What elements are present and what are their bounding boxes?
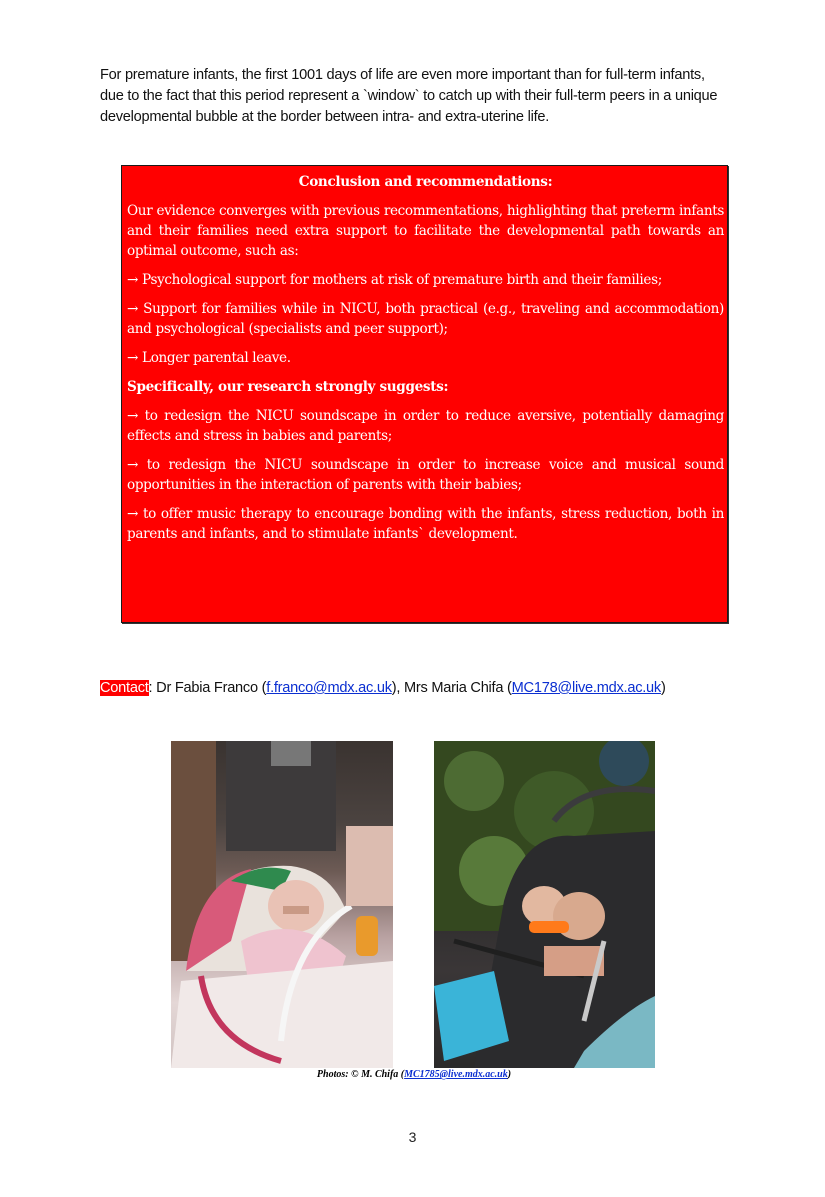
photo-infant-bouncer-illustration: [171, 741, 393, 1068]
page-number: 3: [408, 1129, 417, 1145]
photo-caption: [304, 1068, 524, 1081]
suggestion-item: → to redesign the NICU soundscape in order to reduce aversive, potentially damaging effects and stress in babies and parents;: [127, 408, 724, 444]
conclusion-lead: Our evidence converges with previous recommentations, highlighting that preterm infants and their families need extra support to facilitate the developmental path towards an optimal outcome, such as:: [127, 203, 724, 259]
caption-prefix: Photos: © M. Chifa (: [316, 1069, 405, 1080]
email-link-franco[interactable]: f.franco@mdx.ac.uk: [266, 680, 392, 696]
contact-text: : Dr Fabia Franco (: [148, 680, 267, 696]
contact-label: Contact: [100, 680, 149, 696]
email-link-chifa[interactable]: MC178@live.mdx.ac.uk: [511, 680, 661, 696]
suggestions-subheading: Specifically, our research strongly suggests:: [127, 379, 449, 395]
suggestion-item: → to redesign the NICU soundscape in order to increase voice and musical sound opportunities in the interaction of parents with their babies;: [127, 457, 724, 493]
suggestion-item: → to offer music therapy to encourage bonding with the infants, stress reduction, both in parents and infants, and to stimulate infants` development.: [127, 506, 724, 542]
contact-text: ), Mrs Maria Chifa (: [391, 680, 512, 696]
photo-infant-bouncer: [171, 741, 393, 1068]
contact-line: [100, 678, 666, 698]
caption-email-link[interactable]: MC1785@live.mdx.ac.uk: [404, 1069, 508, 1080]
recommendation-item: → Support for families while in NICU, both practical (e.g., traveling and accommodation) and psychological (specialists and peer support);: [127, 301, 724, 337]
intro-text: For premature infants, the first 1001 days of life are even more important than for full-term infants, due to the fact that this period represent a `window` to catch up with their full-term peers in a unique developmental bubble at the border between intra- and extra-uterine life.: [100, 67, 718, 125]
intro-paragraph: [100, 65, 730, 128]
photo-twins-stroller: [434, 741, 655, 1068]
recommendation-item: → Psychological support for mothers at risk of premature birth and their families;: [127, 272, 662, 288]
contact-text: ): [660, 680, 666, 696]
conclusion-title: Conclusion and recommendations:: [298, 174, 553, 190]
caption-suffix: ): [507, 1069, 512, 1080]
recommendation-item: → Longer parental leave.: [127, 350, 291, 366]
conclusion-box: [121, 165, 728, 623]
photo-twins-stroller-illustration: [434, 741, 655, 1068]
